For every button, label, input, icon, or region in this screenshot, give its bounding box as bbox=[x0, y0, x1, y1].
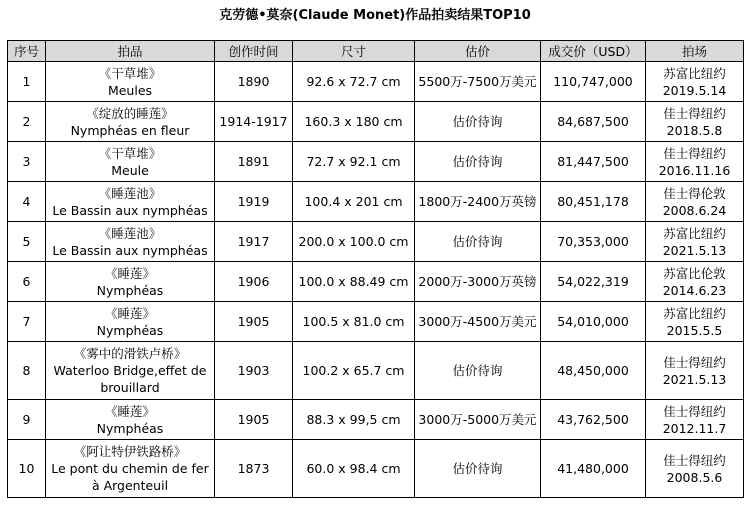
year-cell: 1919 bbox=[215, 182, 293, 222]
work-cell bbox=[46, 182, 215, 222]
auction-house: 苏富比纽约 bbox=[663, 305, 726, 321]
auction-date: 2018.5.8 bbox=[666, 122, 723, 138]
rank-cell: 4 bbox=[8, 182, 46, 222]
auction-results-table bbox=[7, 40, 744, 498]
column-header-size: 尺寸 bbox=[293, 41, 415, 62]
work-title-en: Nymphéas bbox=[96, 322, 164, 338]
estimate-cell: 估价待询 bbox=[415, 440, 541, 498]
work-title-cn: 《阿让特伊铁路桥》 bbox=[73, 444, 187, 459]
venue-cell bbox=[646, 222, 744, 262]
page-title: 克劳德•莫奈(Claude Monet)作品拍卖结果TOP10 bbox=[219, 8, 531, 23]
price-cell: 110,747,000 bbox=[541, 62, 646, 102]
size-cell: 88.3 x 99,5 cm bbox=[293, 400, 415, 440]
work-title-en: Waterloo Bridge,effet de brouillard bbox=[53, 363, 207, 395]
price-cell: 43,762,500 bbox=[541, 400, 646, 440]
venue-cell bbox=[646, 62, 744, 102]
size-cell: 92.6 x 72.7 cm bbox=[293, 62, 415, 102]
price-cell: 81,447,500 bbox=[541, 142, 646, 182]
column-header-estimate: 估价 bbox=[415, 41, 541, 62]
table-row bbox=[8, 440, 744, 498]
auction-house: 佳士得纽约 bbox=[663, 452, 726, 468]
venue-cell bbox=[646, 142, 744, 182]
work-title-en: Nymphéas bbox=[96, 420, 164, 436]
year-cell: 1905 bbox=[215, 302, 293, 342]
year-cell: 1905 bbox=[215, 400, 293, 440]
work-title-cn: 《睡莲池》 bbox=[98, 185, 162, 201]
column-header-year: 创作时间 bbox=[215, 41, 293, 62]
work-title-en: Nymphéas bbox=[96, 282, 164, 298]
estimate-cell: 估价待询 bbox=[415, 222, 541, 262]
price-cell: 54,010,000 bbox=[541, 302, 646, 342]
auction-house: 佳士得纽约 bbox=[663, 354, 726, 370]
work-cell bbox=[46, 302, 215, 342]
work-title-cn: 《干草堆》 bbox=[98, 145, 162, 161]
work-title-cn: 《雾中的滑铁卢桥》 bbox=[73, 346, 187, 361]
work-cell bbox=[46, 142, 215, 182]
estimate-cell: 3000万-5000万美元 bbox=[415, 400, 541, 440]
auction-date: 2019.5.14 bbox=[662, 82, 727, 98]
estimate-cell: 估价待询 bbox=[415, 102, 541, 142]
column-header-rank: 序号 bbox=[8, 41, 46, 62]
rank-cell: 9 bbox=[8, 400, 46, 440]
work-title-en: Meule bbox=[111, 162, 149, 178]
table-row bbox=[8, 302, 744, 342]
auction-date: 2015.5.5 bbox=[666, 322, 723, 338]
size-cell: 100.2 x 65.7 cm bbox=[293, 342, 415, 400]
rank-cell: 2 bbox=[8, 102, 46, 142]
estimate-cell: 5500万-7500万美元 bbox=[415, 62, 541, 102]
size-cell: 72.7 x 92.1 cm bbox=[293, 142, 415, 182]
column-header-price: 成交价（USD） bbox=[541, 41, 646, 62]
auction-house: 佳士得纽约 bbox=[663, 105, 726, 121]
auction-date: 2021.5.13 bbox=[662, 242, 727, 258]
work-cell bbox=[46, 262, 215, 302]
auction-house: 苏富比纽约 bbox=[663, 65, 726, 81]
auction-house: 佳士得纽约 bbox=[663, 145, 726, 161]
year-cell: 1890 bbox=[215, 62, 293, 102]
year-cell: 1906 bbox=[215, 262, 293, 302]
header-row bbox=[8, 41, 744, 62]
work-title-cn: 《睡莲池》 bbox=[98, 225, 162, 241]
year-cell: 1873 bbox=[215, 440, 293, 498]
venue-cell bbox=[646, 102, 744, 142]
estimate-cell: 估价待询 bbox=[415, 342, 541, 400]
work-title-cn: 《干草堆》 bbox=[98, 65, 162, 81]
work-title-en: Nymphéas en fleur bbox=[70, 122, 190, 138]
table-row bbox=[8, 182, 744, 222]
rank-cell: 6 bbox=[8, 262, 46, 302]
work-title-cn: 《睡莲》 bbox=[104, 403, 155, 419]
price-cell: 41,480,000 bbox=[541, 440, 646, 498]
rank-cell: 5 bbox=[8, 222, 46, 262]
size-cell: 200.0 x 100.0 cm bbox=[293, 222, 415, 262]
year-cell: 1903 bbox=[215, 342, 293, 400]
venue-cell bbox=[646, 400, 744, 440]
price-cell: 80,451,178 bbox=[541, 182, 646, 222]
year-cell: 1914-1917 bbox=[215, 102, 293, 142]
auction-date: 2008.6.24 bbox=[662, 202, 727, 218]
auction-house: 佳士得伦敦 bbox=[663, 185, 726, 201]
work-cell bbox=[46, 222, 215, 262]
rank-cell: 7 bbox=[8, 302, 46, 342]
estimate-cell: 估价待询 bbox=[415, 142, 541, 182]
table-row bbox=[8, 262, 744, 302]
auction-house: 佳士得纽约 bbox=[663, 403, 726, 419]
column-header-work: 拍品 bbox=[46, 41, 215, 62]
rank-cell: 1 bbox=[8, 62, 46, 102]
auction-date: 2008.5.6 bbox=[666, 469, 723, 485]
estimate-cell: 3000万-4500万美元 bbox=[415, 302, 541, 342]
size-cell: 60.0 x 98.4 cm bbox=[293, 440, 415, 498]
work-cell bbox=[46, 342, 215, 400]
year-cell: 1917 bbox=[215, 222, 293, 262]
size-cell: 100.4 x 201 cm bbox=[293, 182, 415, 222]
work-cell bbox=[46, 440, 215, 498]
venue-cell bbox=[646, 262, 744, 302]
work-title-cn: 《绽放的睡莲》 bbox=[86, 105, 174, 121]
work-title-en: Le Bassin aux nymphéas bbox=[52, 242, 208, 258]
size-cell: 160.3 x 180 cm bbox=[293, 102, 415, 142]
price-cell: 70,353,000 bbox=[541, 222, 646, 262]
work-cell bbox=[46, 400, 215, 440]
estimate-cell: 1800万-2400万英镑 bbox=[415, 182, 541, 222]
table-row bbox=[8, 222, 744, 262]
venue-cell bbox=[646, 182, 744, 222]
table-row bbox=[8, 142, 744, 182]
auction-date: 2014.6.23 bbox=[662, 282, 727, 298]
size-cell: 100.0 x 88.49 cm bbox=[293, 262, 415, 302]
rank-cell: 8 bbox=[8, 342, 46, 400]
venue-cell bbox=[646, 440, 744, 498]
work-title-en: Le pont du chemin de fer à Argenteuil bbox=[51, 461, 209, 493]
table-row bbox=[8, 342, 744, 400]
work-title-cn: 《睡莲》 bbox=[104, 305, 155, 321]
work-cell bbox=[46, 62, 215, 102]
rank-cell: 3 bbox=[8, 142, 46, 182]
auction-date: 2021.5.13 bbox=[662, 371, 727, 387]
price-cell: 48,450,000 bbox=[541, 342, 646, 400]
work-title-cn: 《睡莲》 bbox=[104, 265, 155, 281]
auction-house: 苏富比伦敦 bbox=[663, 265, 726, 281]
auction-date: 2016.11.16 bbox=[658, 162, 731, 178]
work-title-en: Le Bassin aux nymphéas bbox=[52, 202, 208, 218]
venue-cell bbox=[646, 342, 744, 400]
table-row bbox=[8, 102, 744, 142]
work-title-en: Meules bbox=[107, 82, 153, 98]
auction-house: 苏富比纽约 bbox=[663, 225, 726, 241]
price-cell: 84,687,500 bbox=[541, 102, 646, 142]
size-cell: 100.5 x 81.0 cm bbox=[293, 302, 415, 342]
work-cell bbox=[46, 102, 215, 142]
venue-cell bbox=[646, 302, 744, 342]
column-header-venue: 拍场 bbox=[646, 41, 744, 62]
auction-date: 2012.11.7 bbox=[662, 420, 727, 436]
rank-cell: 10 bbox=[8, 440, 46, 498]
estimate-cell: 2000万-3000万英镑 bbox=[415, 262, 541, 302]
year-cell: 1891 bbox=[215, 142, 293, 182]
price-cell: 54,022,319 bbox=[541, 262, 646, 302]
table-row bbox=[8, 62, 744, 102]
table-row bbox=[8, 400, 744, 440]
